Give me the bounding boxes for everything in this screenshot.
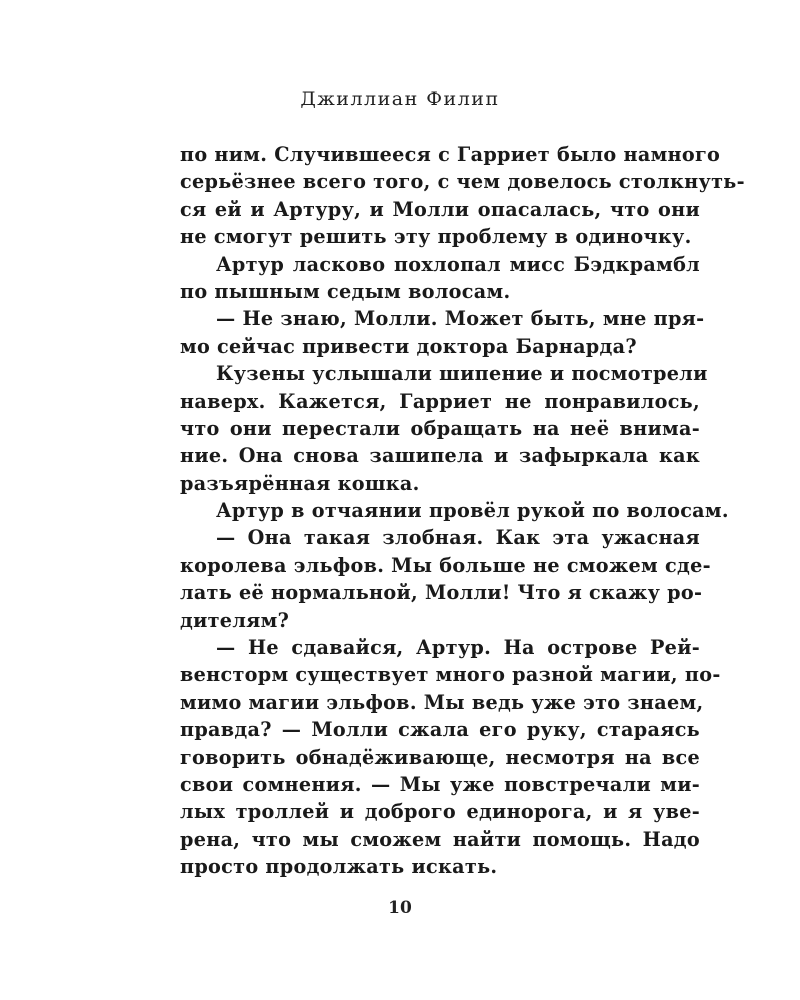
text-line: королева эльфов. Мы больше не сможем сде-	[180, 553, 711, 577]
text-line: говорить обнадёживающе, несмотря на все	[180, 745, 700, 769]
text-line: Артур в отчаянии провёл рукой по волосам.	[216, 499, 729, 523]
text-line: — Не знаю, Молли. Может быть, мне пря-	[216, 307, 705, 331]
text-line: просто продолжать искать.	[180, 855, 498, 879]
text-line: наверх. Кажется, Гарриет не понравилось,	[180, 389, 700, 413]
text-line: лать её нормальной, Молли! Что я скажу ро-	[180, 581, 703, 605]
text-line: рена, что мы сможем найти помощь. Надо	[180, 827, 700, 851]
text-line: венсторм существует много разной магии, по-	[180, 663, 721, 687]
text-line: свои сомнения. — Мы уже повстречали ми-	[180, 772, 700, 796]
text-line: лых троллей и доброго единорога, и я уве-	[180, 800, 700, 824]
text-line: Артур ласково похлопал мисс Бэдкрамбл	[216, 252, 700, 276]
page-body-text	[180, 141, 745, 881]
text-line: ние. Она снова зашипела и зафыркала как	[180, 444, 700, 468]
page-number: 10	[388, 898, 412, 918]
text-line: ся ей и Артуру, и Молли опасалась, что они	[180, 197, 700, 221]
text-line: мо сейчас привести доктора Барнарда?	[180, 334, 637, 358]
text-line: мимо магии эльфов. Мы ведь уже это знаем,	[180, 690, 704, 714]
text-line: — Она такая злобная. Как эта ужасная	[216, 526, 700, 550]
text-line: правда? — Молли сжала его руку, стараясь	[180, 718, 700, 742]
text-line: по пышным седым волосам.	[180, 279, 511, 303]
text-line: дителям?	[180, 608, 290, 632]
text-line: серьёзнее всего того, с чем довелось столкнуть-	[180, 170, 745, 194]
text-line: не смогут решить эту проблему в одиночку.	[180, 225, 692, 249]
text-line: по ним. Случившееся с Гарриет было намного	[180, 143, 721, 166]
text-line: — Не сдавайся, Артур. На острове Рей-	[216, 636, 700, 660]
text-line: что они перестали обращать на неё внима-	[180, 416, 700, 440]
running-head: Джиллиан Филип	[300, 88, 500, 110]
text-line: разъярённая кошка.	[180, 471, 420, 495]
text-line: Кузены услышали шипение и посмотрели	[216, 362, 708, 386]
